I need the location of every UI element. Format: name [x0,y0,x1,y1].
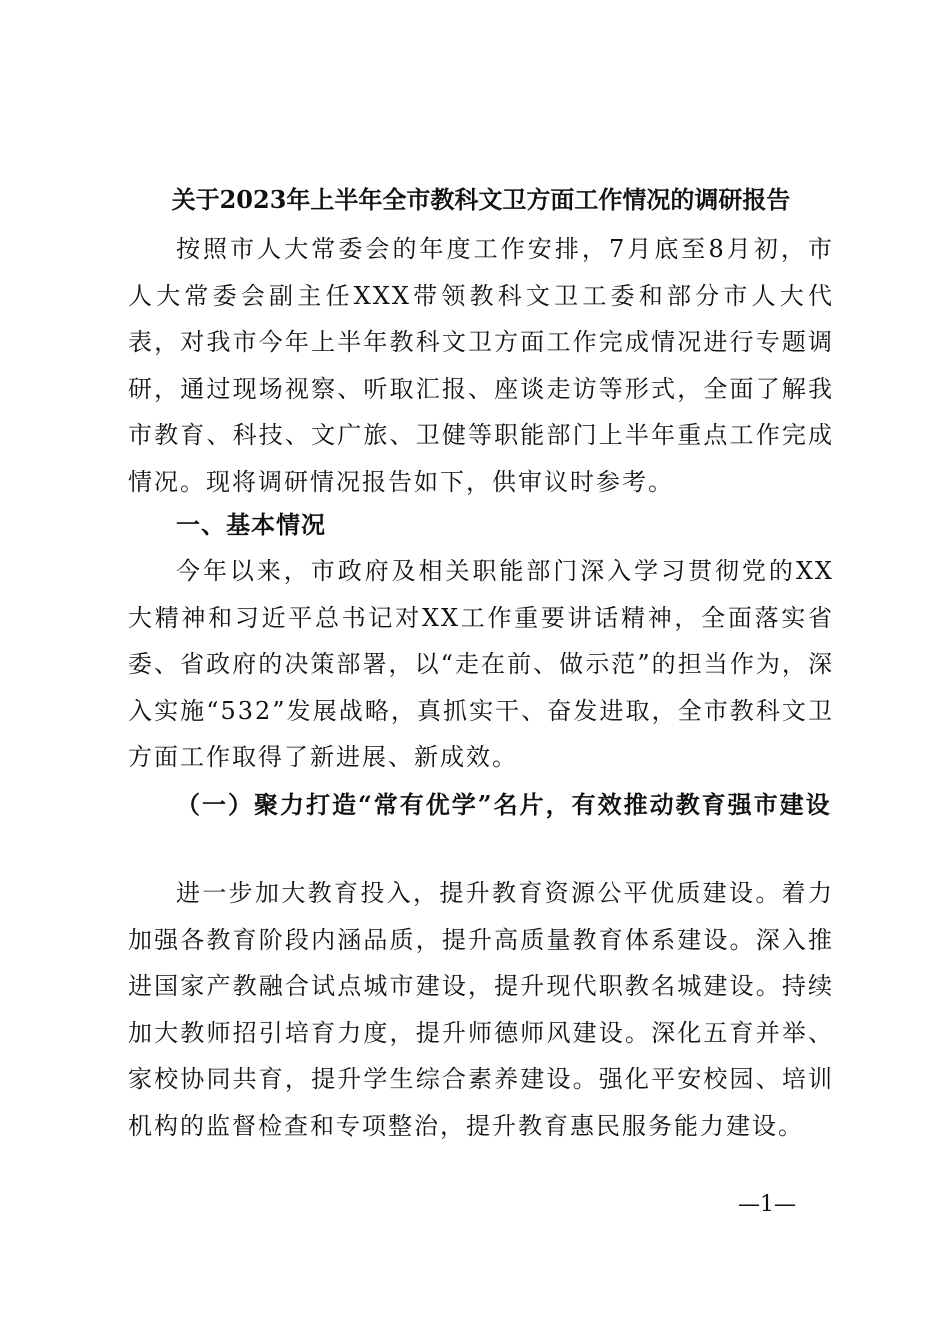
basic-situation-paragraph: 今年以来，市政府及相关职能部门深入学习贯彻党的XX大精神和习近平总书记对XX工作重要讲话精神，全面落实省委、省政府的决策部署，以“走在前、做示范”的担当作为，深入实施“532”发展战略，真抓实干、奋发进取，全市教科文卫方面工作取得了新进展、新成效。 [128,557,834,771]
subsection-heading-education: （一）聚力打造“常有优学”名片，有效推动教育强市建设 [176,790,832,819]
education-paragraph: 进一步加大教育投入，提升教育资源公平优质建设。着力加强各教育阶段内涵品质，提升高质量教育体系建设。深入推进国家产教融合试点城市建设，提升现代职教名城建设。持续加大教师招引培育力度，提升师德师风建设。深化五育并举、家校协同共育，提升学生综合素养建设。强化平安校园、培训机构的监督检查和专项整治，提升教育惠民服务能力建设。 [128,879,834,1140]
page-number: —1— [738,1192,796,1217]
document-title: 关于2023年上半年全市教科文卫方面工作情况的调研报告 [171,185,791,214]
intro-paragraph: 按照市人大常委会的年度工作安排，7月底至8月初，市人大常委会副主任XXX带领教科文卫工委和部分市人大代表，对我市今年上半年教科文卫方面工作完成情况进行专题调研，通过现场视察、听取汇报、座谈走访等形式，全面了解我市教育、科技、文广旅、卫健等职能部门上半年重点工作完成情况。现将调研情况报告如下，供审议时参考。 [128,235,834,496]
section-heading-basic-situation: 一、基本情况 [176,511,326,539]
